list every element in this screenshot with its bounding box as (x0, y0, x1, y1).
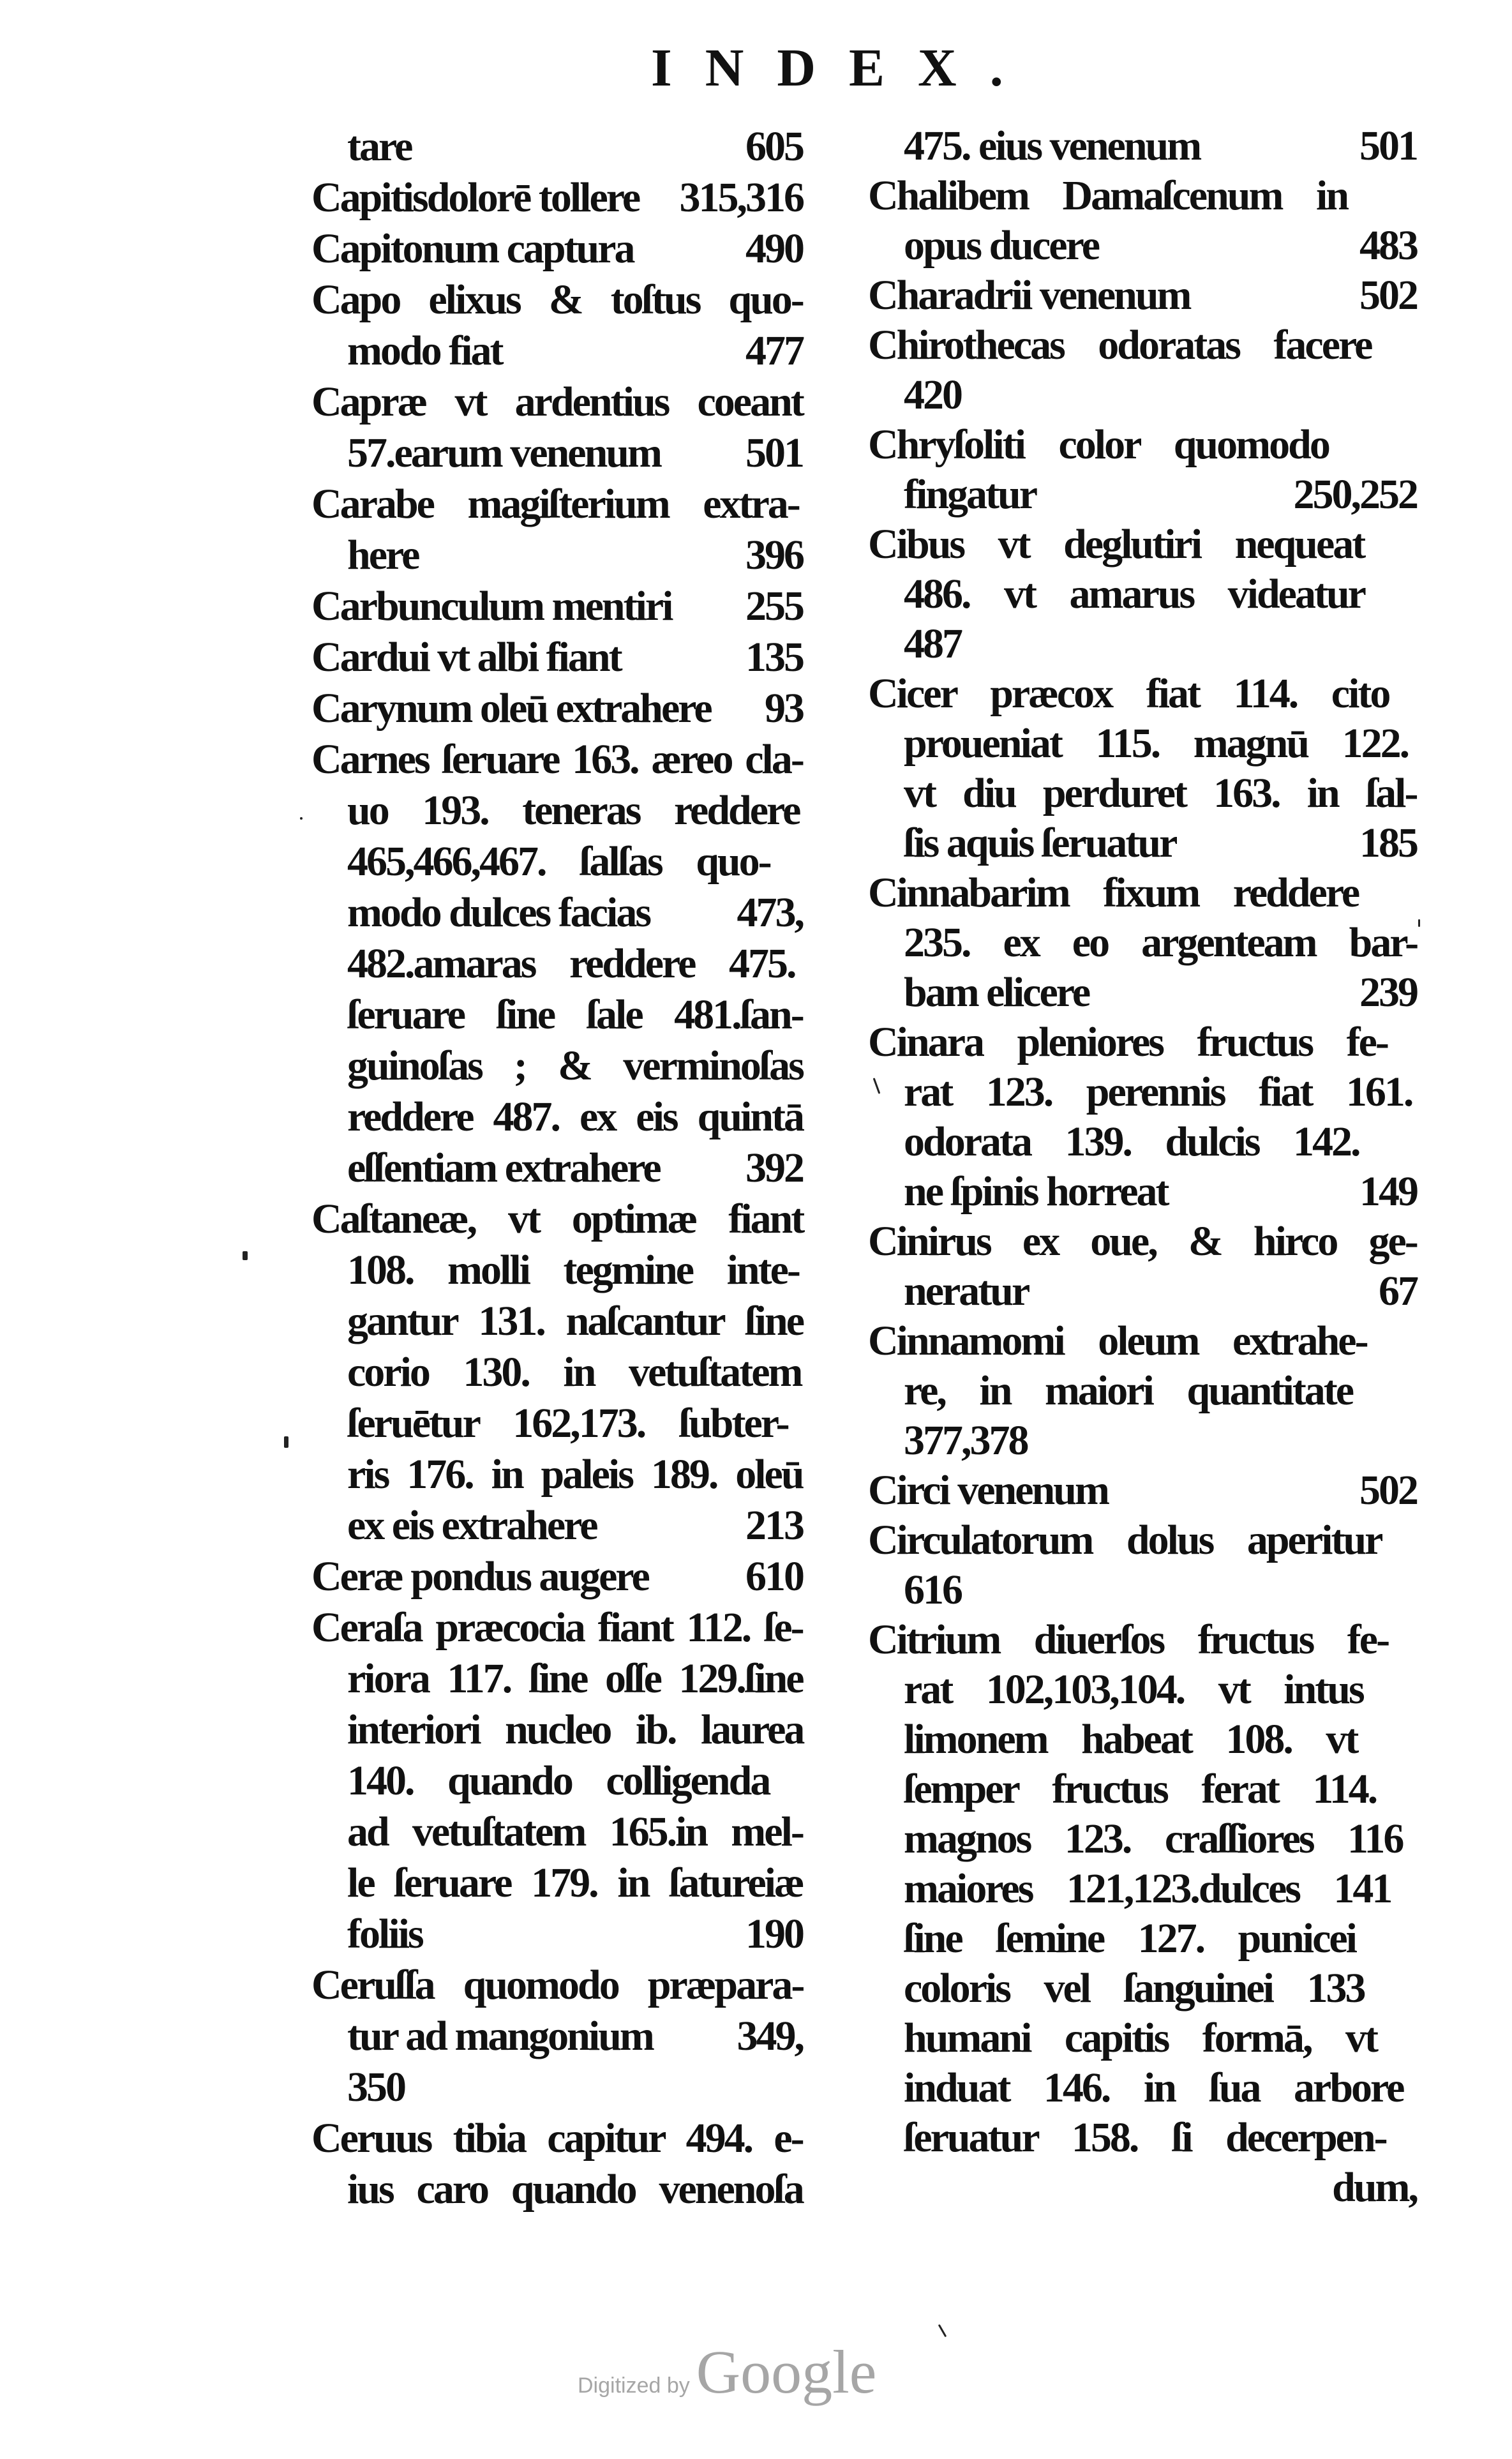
index-entry-line (311, 887, 803, 938)
index-entry-text: Cardui vt albi fiant (311, 634, 621, 681)
index-entry-text: 487 (904, 620, 961, 667)
index-entry-line (311, 1602, 803, 1653)
index-entry-line (868, 1117, 1417, 1167)
index-entry-line (868, 1267, 1417, 1316)
index-entry-line (868, 221, 1417, 271)
index-entry-text: Citrium diuerſos fructus fe- (868, 1616, 1389, 1663)
index-entry-line (868, 1814, 1417, 1864)
index-entry-text: interiori nucleo ib. laurea (347, 1706, 804, 1753)
index-entry-text: rat 102,103,104. vt intus (904, 1666, 1363, 1713)
scan-speck (938, 2324, 947, 2338)
index-page-number: 190 (745, 1911, 803, 1957)
index-entry-line (311, 1041, 803, 1092)
index-entry-line (868, 918, 1417, 968)
index-entry-line (311, 1296, 803, 1347)
index-page-number: 502 (1359, 272, 1417, 319)
index-entry-text: Carynum oleū extrahere (311, 685, 711, 732)
index-entry-text: re, in maiori quantitate (904, 1367, 1353, 1414)
index-entry-line (868, 1764, 1417, 1814)
index-entry-text: Capitonum captura (311, 225, 634, 272)
digitized-by-google-watermark (578, 2336, 935, 2413)
index-entry-line (311, 1449, 803, 1500)
index-entry-line (311, 1143, 803, 1194)
index-page-number: 213 (745, 1502, 803, 1549)
index-entry-line (311, 274, 803, 326)
index-entry-line (311, 1653, 803, 1704)
index-entry-line (311, 1194, 803, 1245)
index-entry-line (311, 1858, 803, 1909)
index-page-number: 605 (745, 123, 803, 170)
index-entry-line (311, 836, 803, 887)
index-entry-text: gantur 131. naſcantur ſine (347, 1298, 803, 1344)
index-entry-text: ad vetuſtatem 165.in mel- (347, 1809, 803, 1855)
index-entry-text: limonem habeat 108. vt (904, 1716, 1358, 1763)
index-entry-text: Cinara pleniores fructus fe- (868, 1019, 1388, 1065)
index-entry-line (311, 428, 803, 479)
index-page-number: 473, (737, 889, 803, 936)
index-entry-text: 465,466,467. ſalſas quo- (347, 838, 770, 885)
index-entry-text: 486. vt amarus videatur (904, 571, 1365, 617)
index-entry-line (868, 2063, 1417, 2113)
index-entry-line (868, 719, 1417, 769)
index-entry-text: 140. quando colligenda (347, 1757, 770, 1804)
index-entry-line (868, 1665, 1417, 1715)
index-page-number: 135 (745, 634, 803, 681)
index-entry-line (311, 683, 803, 734)
index-entry-text: corio 130. in vetuſtatem (347, 1349, 802, 1395)
google-logo: Google (696, 2338, 877, 2406)
index-entry-line (868, 619, 1417, 669)
index-entry-text: Charadrii venenum (868, 272, 1190, 319)
index-entry-text: 482.amaras reddere 475. (347, 940, 795, 987)
index-entry-line (311, 2062, 803, 2113)
index-entry-text: uo 193. teneras reddere (347, 787, 800, 834)
index-entry-line (311, 2164, 803, 2215)
index-entry-line (868, 470, 1417, 520)
index-page-number: 501 (1359, 123, 1417, 169)
index-entry-text: ſeruētur 162,173. ſubter- (347, 1400, 788, 1447)
index-entry-text: modo dulces facias (347, 889, 650, 936)
index-entry-line (311, 377, 803, 428)
index-entry-line (868, 669, 1417, 719)
index-entry-line (311, 1807, 803, 1858)
index-entry-line (868, 1615, 1417, 1665)
index-entry-text: Chryſoliti color quomodo (868, 421, 1329, 468)
index-entry-line (311, 2113, 803, 2164)
index-entry-text: 108. molli tegmine inte- (347, 1247, 799, 1293)
index-entry-text: ne ſpinis horreat (904, 1168, 1168, 1215)
index-entry-line (868, 1466, 1417, 1515)
index-entry-line (311, 632, 803, 683)
index-column-left (311, 121, 803, 2215)
index-entry-text: modo fiat (347, 327, 502, 374)
index-entry-line (311, 172, 803, 223)
index-entry-text: eſſentiam extrahere (347, 1145, 660, 1191)
index-entry-line (868, 569, 1417, 619)
index-entry-text: tur ad mangonium (347, 2013, 653, 2059)
index-entry-text: rat 123. perennis fiat 161. (904, 1069, 1412, 1115)
index-entry-text: Carbunculum mentiri (311, 583, 672, 629)
index-entry-text: neratur (904, 1268, 1029, 1314)
index-entry-text: ius caro quando venenoſa (347, 2166, 803, 2213)
index-entry-line (868, 370, 1417, 420)
index-entry-text: guinoſas ; & verminoſas (347, 1042, 803, 1089)
index-entry-line (311, 1347, 803, 1398)
index-entry-line (868, 320, 1417, 370)
index-entry-line (311, 121, 803, 172)
index-entry-text: coloris vel ſanguinei 133 (904, 1965, 1365, 2012)
index-entry-text: riora 117. ſine oſſe 129.ſine (347, 1655, 803, 1702)
index-entry-text: Ceruſſa quomodo præpara- (311, 1962, 804, 2008)
index-entry-line (868, 1217, 1417, 1267)
index-page-number: 490 (745, 225, 803, 272)
index-entry-text: Capitisdolorē tollere (311, 174, 640, 221)
index-page-number: 396 (745, 532, 803, 578)
page-header: INDEX. (651, 38, 1037, 98)
index-entry-line (868, 1067, 1417, 1117)
index-entry-line (868, 121, 1417, 171)
index-entry-text: 350 (347, 2064, 405, 2110)
index-entry-line (868, 1316, 1417, 1366)
index-entry-text: Cinirus ex oue, & hirco ge- (868, 1218, 1417, 1265)
index-entry-line (311, 1092, 803, 1143)
index-page-number: 255 (745, 583, 803, 629)
index-entry-line (868, 1167, 1417, 1217)
index-entry-line (311, 1245, 803, 1296)
index-entry-text: 235. ex eo argenteam bar- (904, 919, 1418, 966)
index-entry-text: here (347, 532, 419, 578)
index-entry-text: dum, (1332, 2164, 1417, 2211)
index-page-number: 185 (1359, 820, 1417, 866)
index-entry-text: ſis aquis ſeruatur (904, 820, 1176, 866)
index-entry-line (311, 938, 803, 989)
index-entry-text: 57.earum venenum (347, 430, 661, 476)
index-entry-text: Cibus vt deglutiri nequeat (868, 521, 1365, 568)
index-entry-text: 377,378 (904, 1417, 1028, 1464)
index-page-number: 483 (1359, 222, 1417, 269)
index-entry-text: ſemper fructus ferat 114. (904, 1766, 1377, 1812)
index-entry-line (311, 326, 803, 377)
index-entry-text: bam elicere (904, 969, 1089, 1016)
index-entry-line (868, 1366, 1417, 1416)
index-entry-text: Cicer præcox fiat 114. cito (868, 670, 1389, 717)
index-entry-text: ſine ſemine 127. punicei (904, 1915, 1356, 1962)
index-entry-text: Caſtaneæ, vt optimæ fiant (311, 1196, 804, 1242)
index-entry-text: Chirothecas odoratas facere (868, 322, 1372, 368)
scan-speck (300, 817, 303, 820)
index-entry-line (868, 1416, 1417, 1466)
index-entry-line (311, 1909, 803, 1960)
index-entry-text: 475. eius venenum (904, 123, 1201, 169)
index-entry-line (311, 1756, 803, 1807)
index-entry-line (868, 968, 1417, 1018)
index-entry-text: tare (347, 123, 412, 170)
index-entry-line (868, 1914, 1417, 1964)
index-page-number: 392 (745, 1145, 803, 1191)
index-entry-line (311, 2011, 803, 2062)
index-entry-line (311, 530, 803, 581)
index-page-number: 349, (737, 2013, 803, 2059)
index-entry-text: foliis (347, 1911, 423, 1957)
scan-speck (284, 1436, 288, 1448)
index-entry-line (868, 2163, 1417, 2213)
index-entry-text: maiores 121,123.dulces 141 (904, 1865, 1391, 1912)
index-entry-line (868, 420, 1417, 470)
index-page-number: 502 (1359, 1467, 1417, 1514)
index-entry-line (311, 989, 803, 1041)
index-entry-line (868, 868, 1417, 918)
index-entry-text: Circi venenum (868, 1467, 1108, 1514)
index-page-number: 239 (1359, 969, 1417, 1016)
index-page-number: 67 (1379, 1268, 1417, 1314)
index-entry-line (311, 1960, 803, 2011)
index-entry-line (868, 1715, 1417, 1764)
index-entry-text: opus ducere (904, 222, 1098, 269)
index-entry-text: Capo elixus & toſtus quo- (311, 276, 803, 323)
index-entry-text: le ſeruare 179. in ſatureiæ (347, 1860, 803, 1906)
scan-speck (1418, 919, 1420, 927)
index-entry-line (868, 2113, 1417, 2163)
index-entry-text: ſeruare ſine ſale 481.ſan- (347, 991, 803, 1038)
index-entry-text: induat 146. in ſua arbore (904, 2064, 1403, 2111)
index-entry-text: odorata 139. dulcis 142. (904, 1118, 1359, 1165)
index-entry-text: Cinnabarim fixum reddere (868, 869, 1359, 916)
index-entry-line (868, 2013, 1417, 2063)
index-entry-text: 420 (904, 372, 961, 418)
index-page-number: 501 (745, 430, 803, 476)
index-page-number: 250,252 (1293, 471, 1417, 518)
index-entry-line (868, 1018, 1417, 1067)
scan-speck (243, 1251, 248, 1260)
index-page-number: 610 (745, 1553, 803, 1600)
index-entry-line (868, 171, 1417, 221)
index-entry-text: ex eis extrahere (347, 1502, 597, 1549)
index-entry-text: 616 (904, 1567, 961, 1613)
index-entry-text: fingatur (904, 471, 1036, 518)
index-column-right (868, 121, 1417, 2213)
index-entry-line (311, 1551, 803, 1602)
index-entry-text: ſeruatur 158. ſi decerpen- (904, 2114, 1386, 2161)
index-entry-text: ris 176. in paleis 189. oleū (347, 1451, 803, 1498)
index-entry-line (311, 734, 803, 785)
index-page-number: 93 (765, 685, 803, 732)
index-entry-line (311, 1398, 803, 1449)
index-entry-line (311, 479, 803, 530)
index-page-number: 315,316 (679, 174, 803, 221)
index-page-number: 149 (1359, 1168, 1417, 1215)
index-entry-text: Cinnamomi oleum extrahe- (868, 1318, 1367, 1364)
index-entry-line (868, 1565, 1417, 1615)
index-entry-text: Carnes ſeruare 163. æreo cla- (311, 736, 803, 783)
watermark-prefix: Digitized by (578, 2373, 690, 2398)
index-entry-line (868, 271, 1417, 320)
index-entry-line (868, 769, 1417, 818)
index-entry-line (311, 223, 803, 274)
index-entry-line (311, 1704, 803, 1756)
index-entry-line (868, 818, 1417, 868)
index-entry-line (868, 1515, 1417, 1565)
index-entry-line (868, 1864, 1417, 1914)
index-entry-text: proueniat 115. magnū 122. (904, 720, 1409, 767)
index-entry-line (868, 1964, 1417, 2013)
index-entry-text: Ceruus tibia capitur 494. e- (311, 2115, 803, 2162)
index-entry-line (311, 785, 803, 836)
index-entry-text: Carabe magiſterium extra- (311, 481, 799, 527)
index-entry-line (868, 520, 1417, 569)
index-page-number: 477 (745, 327, 803, 374)
index-entry-text: vt diu perduret 163. in ſal- (904, 770, 1417, 816)
index-entry-text: Chalibem Damaſcenum in (868, 172, 1348, 219)
index-entry-line (311, 1500, 803, 1551)
index-entry-text: Capræ vt ardentius coeant (311, 379, 803, 425)
index-entry-text: humani capitis formā, vt (904, 2015, 1377, 2061)
index-entry-text: magnos 123. craſſiores 116 (904, 1816, 1403, 1862)
index-entry-text: Ceraſa præcocia fiant 112. ſe- (311, 1604, 803, 1651)
index-entry-line (311, 581, 803, 632)
index-entry-text: reddere 487. ex eis quintā (347, 1094, 804, 1140)
index-entry-text: Ceræ pondus augere (311, 1553, 648, 1600)
index-entry-text: Circulatorum dolus aperitur (868, 1517, 1382, 1563)
